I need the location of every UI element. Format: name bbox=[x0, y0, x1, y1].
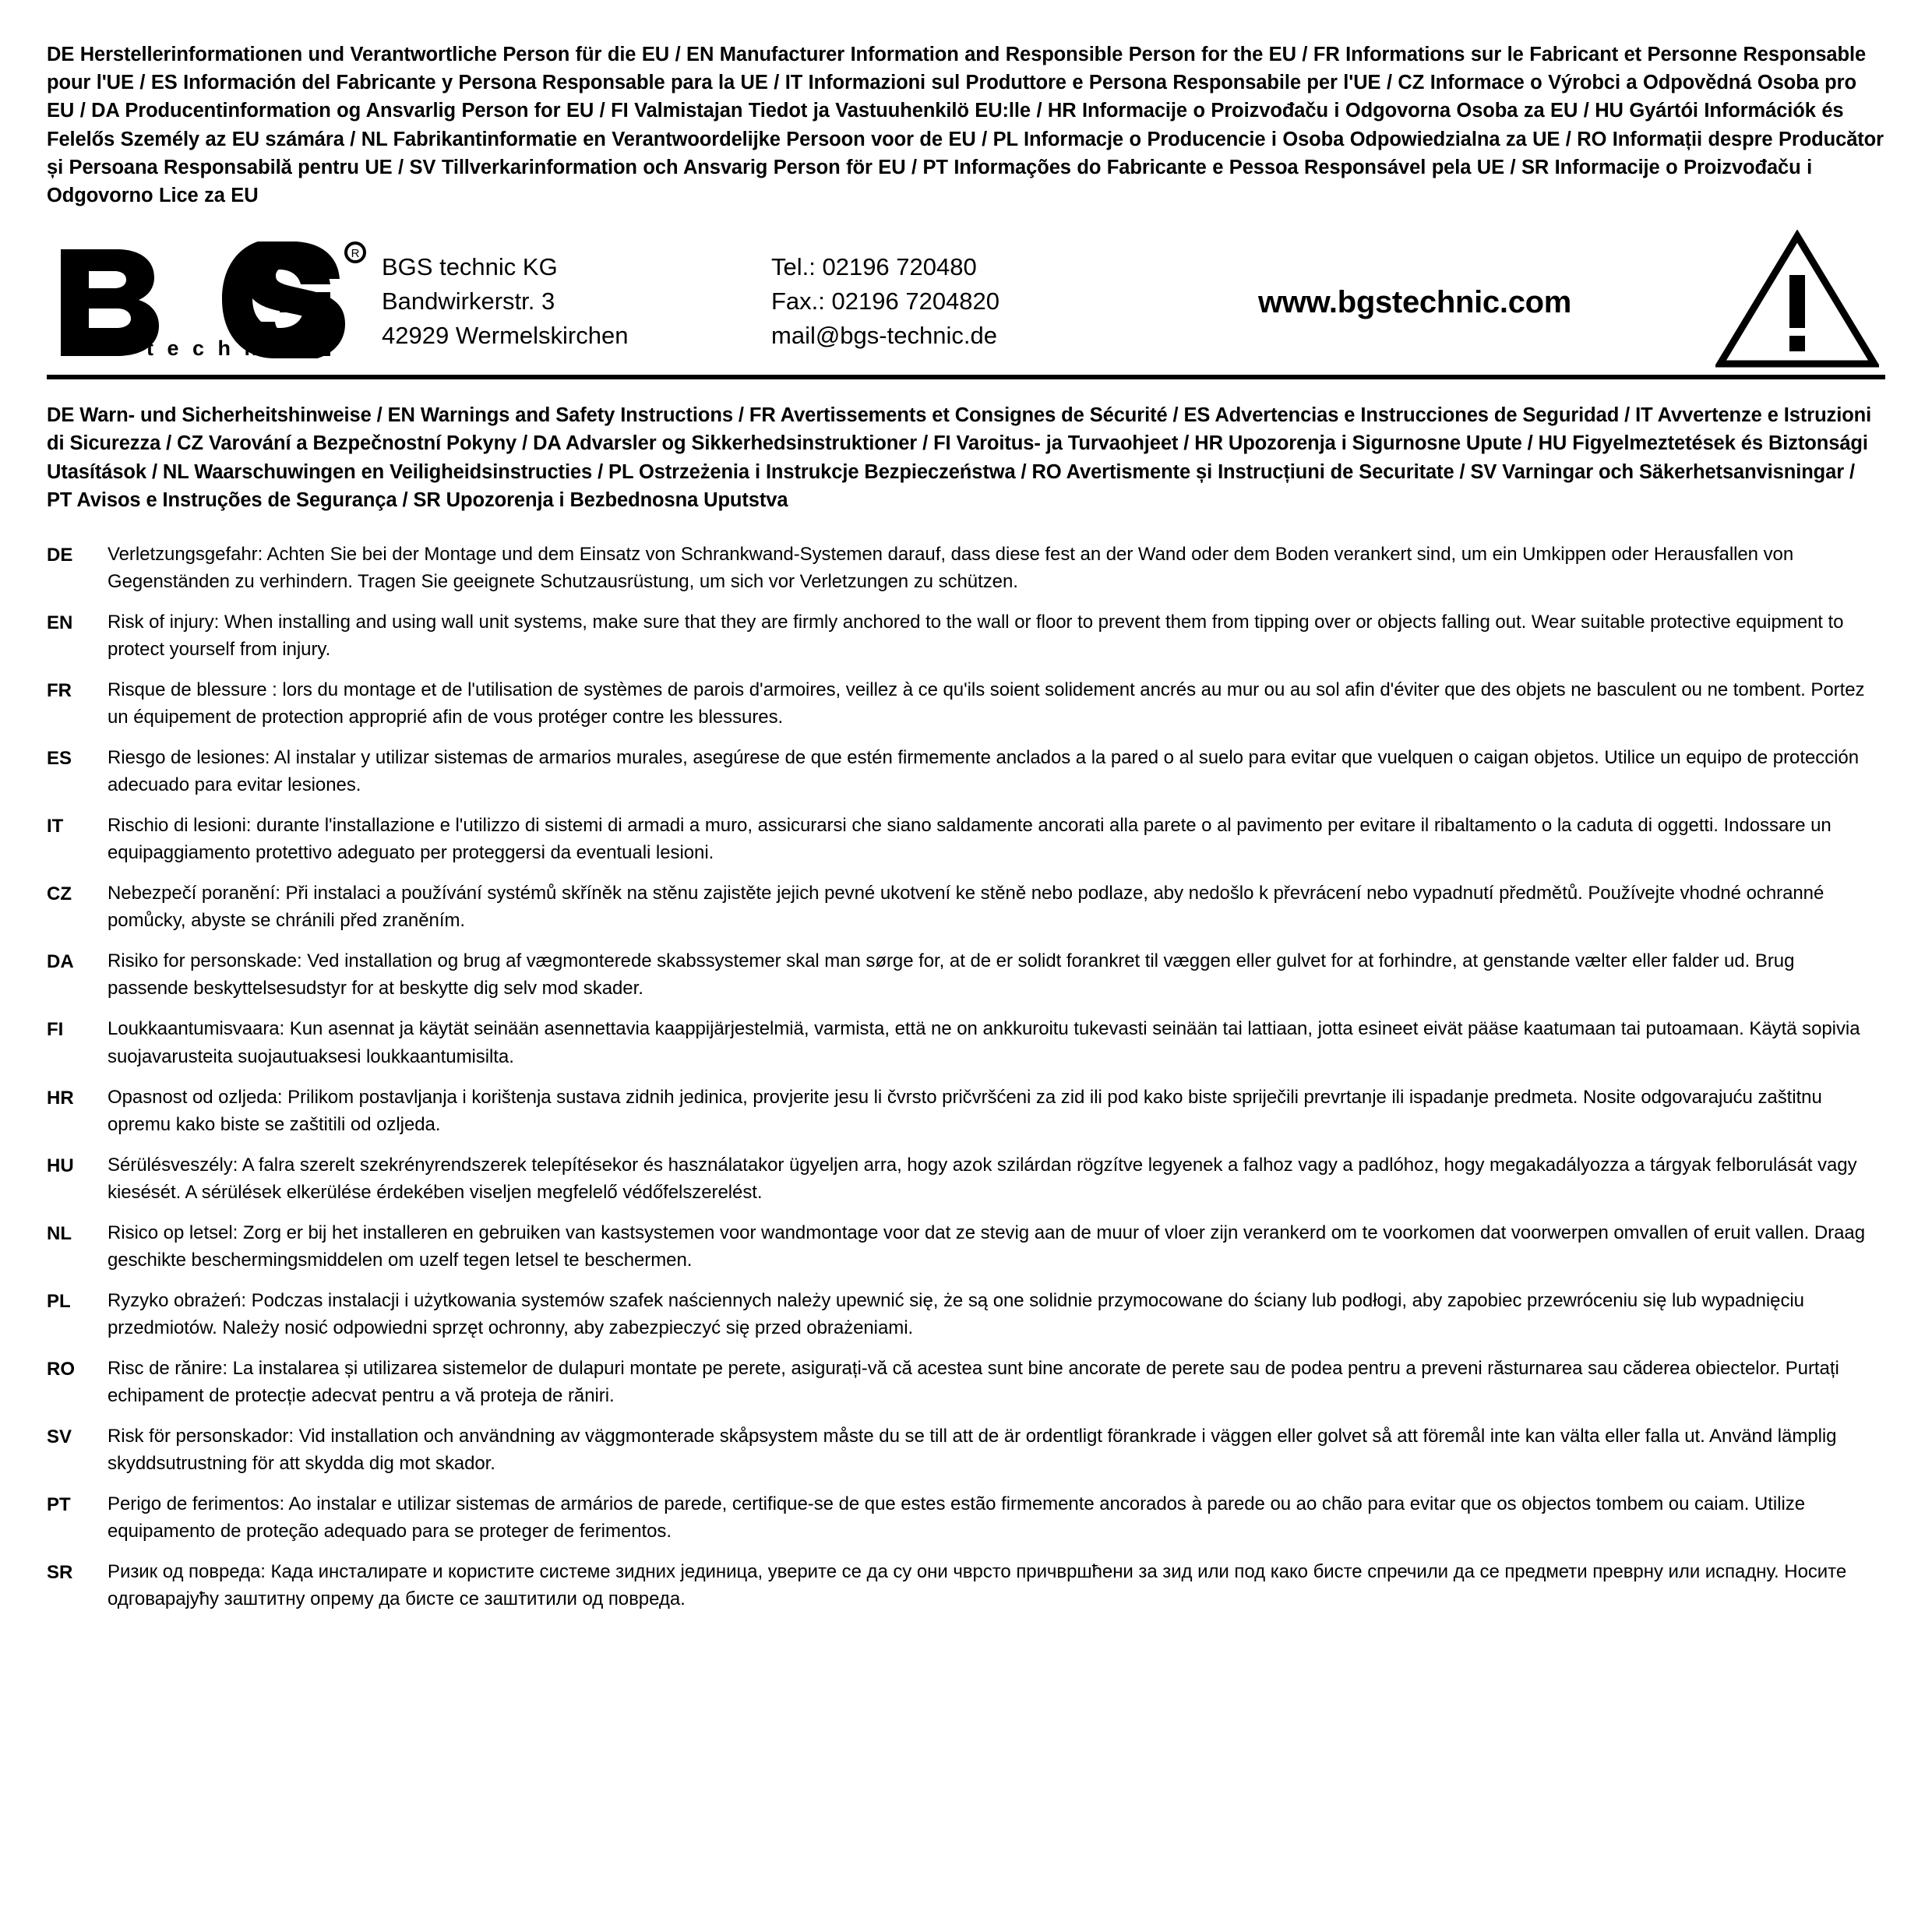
warning-text: Sérülésveszély: A falra szerelt szekrényrendszerek telepítésekor és használatakor ügyeljen arra, hogy azok szilárdan rögzítve legyenek a falhoz vagy a padlóhoz, hogy megakadályozza a tárgyak felborulását vagy kiesését. A sérülések elkerülése érdekében viseljen megfelelő védőfelszerelést. bbox=[108, 1154, 1857, 1203]
warning-row bbox=[47, 880, 1885, 934]
warning-text: Rischio di lesioni: durante l'installazione e l'utilizzo di sistemi di armadi a muro, assicurarsi che siano saldamente ancorati alla parete o al pavimento per evitare il ribaltamento o la caduta di oggetti. Indossare un equipaggiamento protettivo adeguato per proteggersi da eventuali lesioni. bbox=[108, 815, 1832, 864]
warning-text: Risiko for personskade: Ved installation og brug af vægmonterede skabssystemer skal man sørge for, at de er solidt forankret til væggen eller gulvet for at forhindre, at genstande vælter eller falder ud. Brug passende beskyttelsesudstyr for at beskytte dig selv mod skader. bbox=[108, 950, 1795, 999]
warning-row bbox=[47, 1423, 1885, 1477]
warning-row bbox=[47, 1219, 1885, 1274]
language-code: DA bbox=[47, 951, 74, 973]
warning-text: Perigo de ferimentos: Ao instalar e utilizar sistemas de armários de parede, certifique-se de que estes estão firmemente ancorados à parede ou ao chão para evitar que os objectos tombem ou caiam. Utilize equipamento de proteção adequado para se proteger de ferimentos. bbox=[108, 1493, 1806, 1542]
bgs-logo-icon bbox=[55, 242, 366, 358]
warning-row bbox=[47, 1490, 1885, 1545]
warning-row bbox=[47, 1151, 1885, 1206]
language-code: RO bbox=[47, 1358, 75, 1380]
company-header-band bbox=[47, 224, 1885, 379]
language-code: DE bbox=[47, 545, 73, 566]
warning-text: Ryzyko obrażeń: Podczas instalacji i użytkowania systemów szafek naściennych należy upewnić się, że są one solidnie przymocowane do ściany lub podłogi, aby zapobiec przewróceniu się lub wypadnięciu przedmiotów. Należy nosić odpowiedni sprzęt ochronny, aby zabezpieczyć się przed obrażeniami. bbox=[108, 1289, 1804, 1338]
company-website[interactable]: www.bgstechnic.com bbox=[1257, 284, 1572, 319]
warning-row bbox=[47, 608, 1885, 663]
warning-row bbox=[47, 1287, 1885, 1341]
warning-text: Ризик од повреда: Када инсталирате и користите системе зидних јединица, уверите се да су они чврсто причвршћени за зид или под како бисте спречили да се предмети преврну или испадну. Носите одговарајућу заштитну опрему да бисте се заштитили од повреда. bbox=[108, 1560, 1847, 1609]
manufacturer-info-heading: DE Herstellerinformationen und Verantwortliche Person für die EU / EN Manufacturer Information and Responsible Person for the EU / FR Informations sur le Fabricant et Personne Responsable pour l'UE / ES Información del Fabricante y Persona Responsable para la UE / IT Informazioni sul Produttore e Persona Responsabile per l'UE / CZ Informace o Výrobci a Odpovědná Osoba pro EU / DA Producentinformation og Ansvarlig Person for EU / FI Valmistajan Tiedot ja Vastuuhenkilö EU:lle / HR Informacije o Proizvođaču i Odgovorna Osoba za EU / HU Gyártói Információk és Felelős Személy az EU számára / NL Fabrikantinformatie en Verantwoordelijke Persoon voor de EU / PL Informacje o Producencie i Osoba Odpowiedzialna za UE / RO Informații despre Producător și Persoana Responsabilă pentru UE / SV Tillverkarinformation och Ansvarig Person för EU / PT Informações do Fabricante e Pessoa Responsável pela UE / SR Informacije o Proizvođaču i Odgovorno Lice za EU bbox=[47, 44, 1884, 207]
warning-row bbox=[47, 1558, 1885, 1613]
warning-triangle-icon bbox=[1700, 230, 1885, 370]
language-code: FR bbox=[47, 680, 72, 702]
warning-text: Verletzungsgefahr: Achten Sie bei der Montage und dem Einsatz von Schrankwand-Systemen darauf, dass diese fest an der Wand oder dem Boden verankert sind, um ein Umkippen oder Herausfallen von Gegenständen zu verhindern. Tragen Sie geeignete Schutzausrüstung, um sich vor Verletzungen zu schützen. bbox=[108, 544, 1794, 593]
company-contact bbox=[771, 247, 1130, 353]
language-code: HR bbox=[47, 1087, 74, 1109]
company-street: Bandwirkerstr. 3 bbox=[382, 287, 555, 316]
svg-text:t e c h n i c: t e c h n i c bbox=[146, 337, 306, 359]
language-code: FI bbox=[47, 1019, 64, 1041]
warning-row bbox=[47, 744, 1885, 799]
company-address bbox=[382, 247, 771, 353]
warning-text: Risc de rănire: La instalarea și utilizarea sistemelor de dulapuri montate pe perete, asigurați-vă că acestea sunt bine ancorate de perete sau de podea pentru a preveni răsturnarea sau căderea obiectelor. Purtați echipament de protecție adecvat pentru a vă proteja de răniri. bbox=[108, 1357, 1839, 1406]
warning-row bbox=[47, 947, 1885, 1002]
language-code: HU bbox=[47, 1155, 74, 1176]
warning-text: Riesgo de lesiones: Al instalar y utilizar sistemas de armarios murales, asegúrese de que estén firmemente anclados a la pared o al suelo para evitar que vuelquen o caigan objetos. Utilice un equipo de protección adecuado para evitar lesiones. bbox=[108, 747, 1860, 796]
warning-row bbox=[47, 676, 1885, 731]
language-code: IT bbox=[47, 816, 64, 837]
warning-row bbox=[47, 1355, 1885, 1409]
warnings-section-heading: DE Warn- und Sicherheitshinweise / EN Warnings and Safety Instructions / FR Avertissements et Consignes de Sécurité / ES Advertencias e Instrucciones de Seguridad / IT Avvertenze e Istruzioni di Sicurezza / CZ Varování a Bezpečnostní Pokyny / DA Advarsler og Sikkerhedsinstruktioner / FI Varoitus- ja Turvaohjeet / HR Upozorenja i Sigurnosne Upute / HU Figyelmeztetések és Biztonsági Utasítások / NL Waarschuwingen en Veiligheidsinstructies / PL Ostrzeżenia i Instrukcje Bezpieczeństwa / RO Avertismente și Instrucțiuni de Securitate / SV Varningar och Säkerhetsanvisningar / PT Avisos e Instruções de Segurança / SR Upozorenja i Bezbednosna Uputstva bbox=[47, 404, 1872, 511]
company-tel: Tel.: 02196 720480 bbox=[771, 253, 977, 281]
warning-text: Risico op letsel: Zorg er bij het installeren en gebruiken van kastsystemen voor wandmontage voor dat ze stevig aan de muur of vloer zijn verankerd om te voorkomen dat voorwerpen omvallen of eruit vallen. Draag geschikte beschermingsmiddelen om uzelf tegen letsel te beschermen. bbox=[108, 1222, 1866, 1271]
language-code: PT bbox=[47, 1493, 71, 1515]
svg-text:R: R bbox=[351, 247, 360, 261]
warning-row bbox=[47, 541, 1885, 595]
warning-text: Opasnost od ozljeda: Prilikom postavljanja i korištenja sustava zidnih jedinica, provjerite jesu li čvrsto pričvršćeni za zid ili pod kako biste spriječili prevrtanje ili ispadanje predmeta. Nosite odgovarajuću zaštitnu opremu kako biste se zaštitili od ozljeda. bbox=[108, 1086, 1822, 1135]
warning-row bbox=[47, 812, 1885, 866]
company-name: BGS technic KG bbox=[382, 253, 558, 281]
language-code: EN bbox=[47, 612, 73, 634]
warning-text: Nebezpečí poranění: Při instalaci a používání systémů skříněk na stěnu zajistěte jejich pevné ukotvení ke stěně nebo podlaze, aby nedošlo k převrácení nebo vypadnutí předmětů. Používejte vhodné ochranné pomůcky, abyste se chránili před zraněním. bbox=[108, 883, 1824, 932]
language-code: SR bbox=[47, 1561, 73, 1583]
warning-text: Risque de blessure : lors du montage et de l'utilisation de systèmes de parois d'armoires, veillez à ce qu'ils soient solidement ancrés au mur ou au sol afin d'éviter que des objets ne basculent ou ne tombent. Portez un équipement de protection approprié afin de vous protéger contre les blessures. bbox=[108, 679, 1865, 728]
company-city: 42929 Wermelskirchen bbox=[382, 322, 629, 350]
bgs-logo bbox=[47, 242, 382, 358]
warning-text: Risk of injury: When installing and using wall unit systems, make sure that they are firmly anchored to the wall or floor to prevent them from tipping over or objects falling out. Wear suitable protective equipment to protect yourself from injury. bbox=[108, 612, 1844, 661]
warnings-list bbox=[47, 541, 1885, 1613]
language-code: SV bbox=[47, 1426, 72, 1447]
warning-text: Risk för personskador: Vid installation och användning av väggmonterade skåpsystem måste du se till att de är ordentligt förankrade i väggen eller golvet så att föremål inte kan välta eller falla ut. Använd lämplig skyddsutrustning för att skydda dig mot skador. bbox=[108, 1425, 1837, 1474]
language-code: CZ bbox=[47, 883, 72, 905]
warning-row bbox=[47, 1015, 1885, 1070]
language-code: NL bbox=[47, 1222, 72, 1244]
company-email[interactable]: mail@bgs-technic.de bbox=[771, 322, 997, 350]
language-code: PL bbox=[47, 1290, 71, 1312]
company-fax: Fax.: 02196 7204820 bbox=[771, 287, 1000, 316]
warning-row bbox=[47, 1084, 1885, 1138]
language-code: ES bbox=[47, 748, 72, 770]
warning-text: Loukkaantumisvaara: Kun asennat ja käytät seinään asennettavia kaappijärjestelmiä, varmista, että ne on ankkuroitu tukevasti seinään tai lattiaan, jotta esineet eivät pääse kaatumaan tai putoamaan. Käytä sopivia suojavarusteita suojautuaksesi loukkaantumisilta. bbox=[108, 1018, 1860, 1067]
